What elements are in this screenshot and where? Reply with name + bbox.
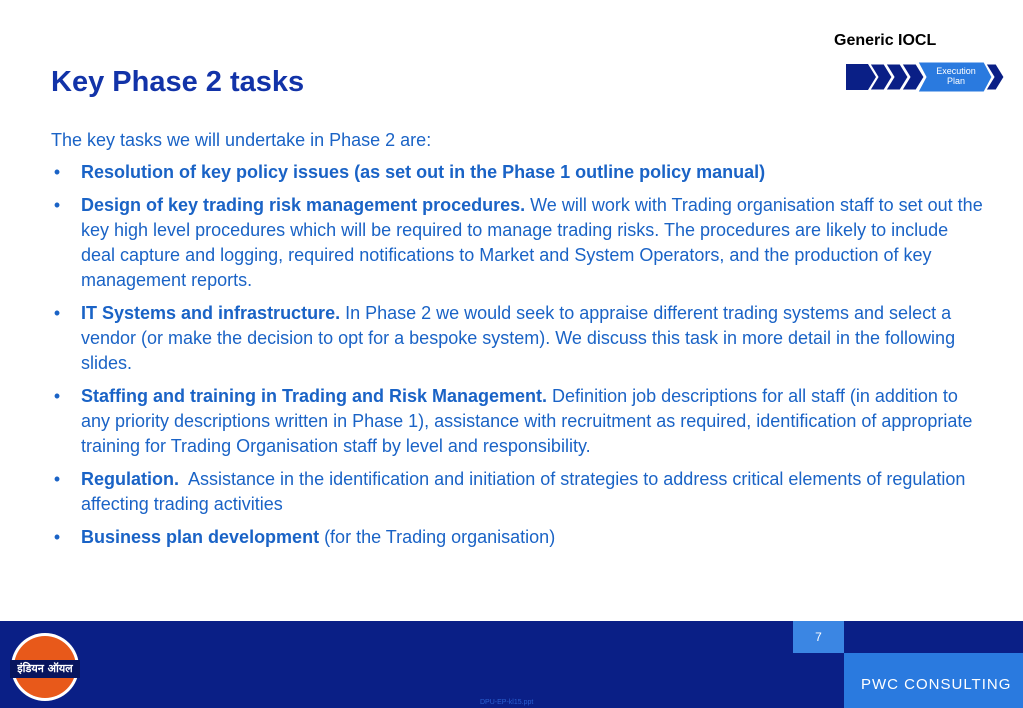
- task-heading: Design of key trading risk management procedures.: [81, 195, 526, 215]
- phase-label-line1: Execution: [936, 66, 976, 76]
- indian-oil-logo: [10, 632, 80, 702]
- task-item: [51, 301, 986, 376]
- task-description: Definition job descriptions for all staff (in addition to any priority descriptions written in Phase 1), assistance with recruitment as required, identification of appropriate training for Trading Organisation staff by level and responsibility.: [81, 386, 973, 456]
- task-item: [51, 193, 986, 293]
- footer-bar: [0, 621, 1023, 708]
- task-item: [51, 467, 986, 517]
- logo-text: इंडियन ऑयल: [10, 660, 80, 678]
- bullet-icon: •: [53, 162, 61, 182]
- page-number: 7: [793, 621, 844, 653]
- task-item: [51, 525, 986, 550]
- file-reference: DPU-EP-kl15.ppt: [480, 699, 534, 706]
- task-heading: Staffing and training in Trading and Risk Management.: [81, 386, 548, 406]
- bullet-icon: •: [53, 469, 61, 489]
- task-description: (for the Trading organisation): [319, 527, 556, 547]
- intro-text: The key tasks we will undertake in Phase 2 are:: [51, 130, 432, 150]
- bullet-icon: •: [53, 386, 61, 406]
- slide-content: [51, 128, 986, 558]
- task-item: [51, 384, 986, 459]
- task-description: Assistance in the identification and initiation of strategies to address critical elements of regulation affecting trading activities: [81, 469, 971, 514]
- task-heading: Business plan development: [81, 527, 320, 547]
- phase-label: [926, 66, 986, 86]
- bullet-icon: •: [53, 195, 61, 215]
- slide-title: Key Phase 2 tasks: [51, 66, 305, 98]
- client-name: Generic IOCL: [834, 32, 937, 49]
- task-description: In Phase 2 we would seek to appraise different trading systems and select a vendor (or make the decision to opt for a bespoke system). We discuss this task in more detail in the following slides.: [81, 303, 956, 373]
- task-list: [51, 160, 986, 550]
- task-heading: Regulation.: [81, 469, 179, 489]
- task-heading: IT Systems and infrastructure.: [81, 303, 341, 323]
- task-description: We will work with Trading organisation staff to set out the key high level procedures which will be required to manage trading risks. The procedures are likely to include deal capture and logging, required notifications to Market and System Operators, and the production of key management reports.: [81, 195, 983, 290]
- brand-logo: PWC CONSULTING: [844, 653, 1023, 708]
- task-heading: Resolution of key policy issues (as set out in the Phase 1 outline policy manual): [81, 162, 766, 182]
- phase-navigator: [846, 62, 1006, 92]
- bullet-icon: •: [53, 303, 61, 323]
- phase-label-line2: Plan: [946, 76, 965, 86]
- task-item: [51, 160, 986, 185]
- bullet-icon: •: [53, 527, 61, 547]
